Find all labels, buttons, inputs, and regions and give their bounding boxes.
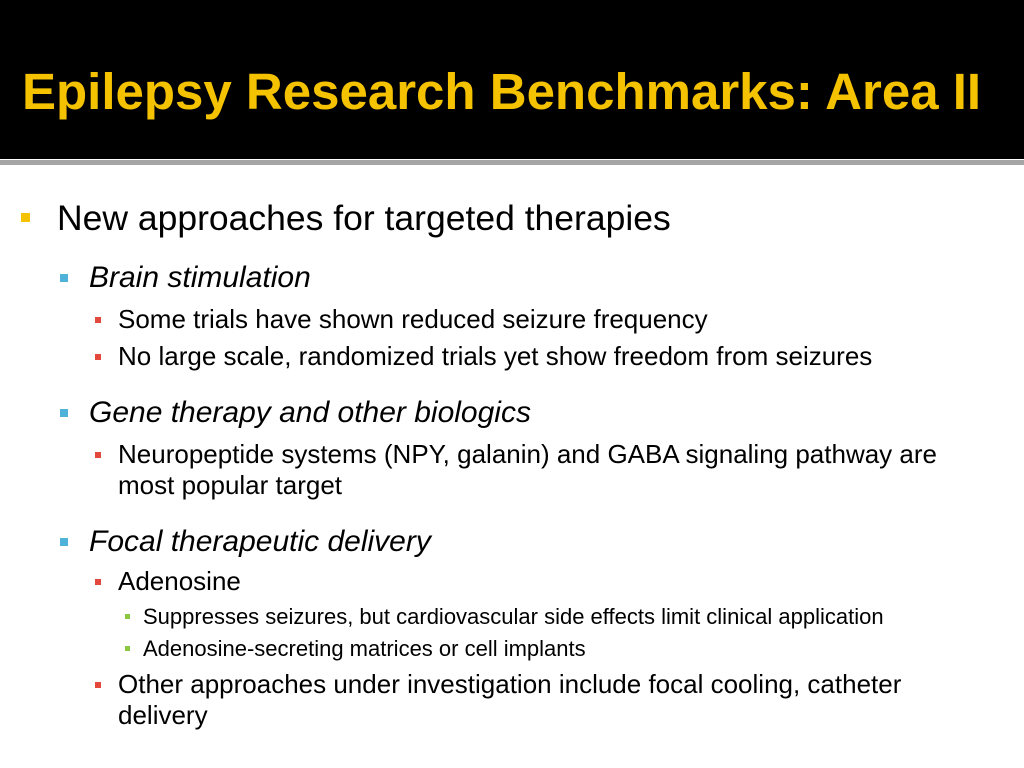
title-divider: [0, 160, 1024, 165]
bullet-text: Other approaches under investigation include focal cooling, catheter delivery: [118, 669, 902, 730]
square-bullet-icon: [95, 682, 101, 688]
bullet-text: Gene therapy and other biologics: [89, 396, 531, 429]
square-bullet-icon: [21, 213, 30, 222]
square-bullet-icon: [60, 409, 68, 417]
bullet-item-level4: [143, 636, 980, 662]
bullet-item-level3: [118, 669, 980, 731]
bullet-item-level3: [118, 439, 980, 501]
square-bullet-icon: [125, 646, 130, 651]
square-bullet-icon: [95, 354, 101, 360]
bullet-item-level2: [89, 395, 980, 431]
square-bullet-icon: [60, 538, 68, 546]
bullet-item-level3: [118, 566, 980, 597]
square-bullet-icon: [60, 274, 68, 282]
bullet-item-level2: [89, 524, 980, 560]
bullet-item-level2: [89, 260, 980, 296]
bullet-text: Some trials have shown reduced seizure frequency: [118, 304, 708, 334]
bullet-text: Suppresses seizures, but cardiovascular side effects limit clinical application: [143, 604, 884, 629]
bullet-text: New approaches for targeted therapies: [57, 198, 671, 238]
slide-title: Epilepsy Research Benchmarks: Area II: [22, 63, 982, 120]
square-bullet-icon: [95, 317, 101, 323]
bullet-text: Focal therapeutic delivery: [89, 525, 431, 558]
bullet-text: Neuropeptide systems (NPY, galanin) and GABA signaling pathway are most popular target: [118, 439, 937, 500]
square-bullet-icon: [95, 579, 101, 585]
bullet-item-level1: [57, 197, 980, 239]
square-bullet-icon: [125, 614, 130, 619]
bullet-item-level3: [118, 304, 980, 335]
square-bullet-icon: [95, 452, 101, 458]
bullet-text: No large scale, randomized trials yet show freedom from seizures: [118, 341, 873, 371]
bullet-item-level4: [143, 604, 980, 630]
title-bar: [0, 0, 1024, 159]
bullet-item-level3: [118, 341, 980, 372]
bullet-text: Adenosine: [118, 566, 241, 596]
bullet-text: Brain stimulation: [89, 261, 311, 294]
bullet-text: Adenosine-secreting matrices or cell implants: [143, 636, 586, 661]
